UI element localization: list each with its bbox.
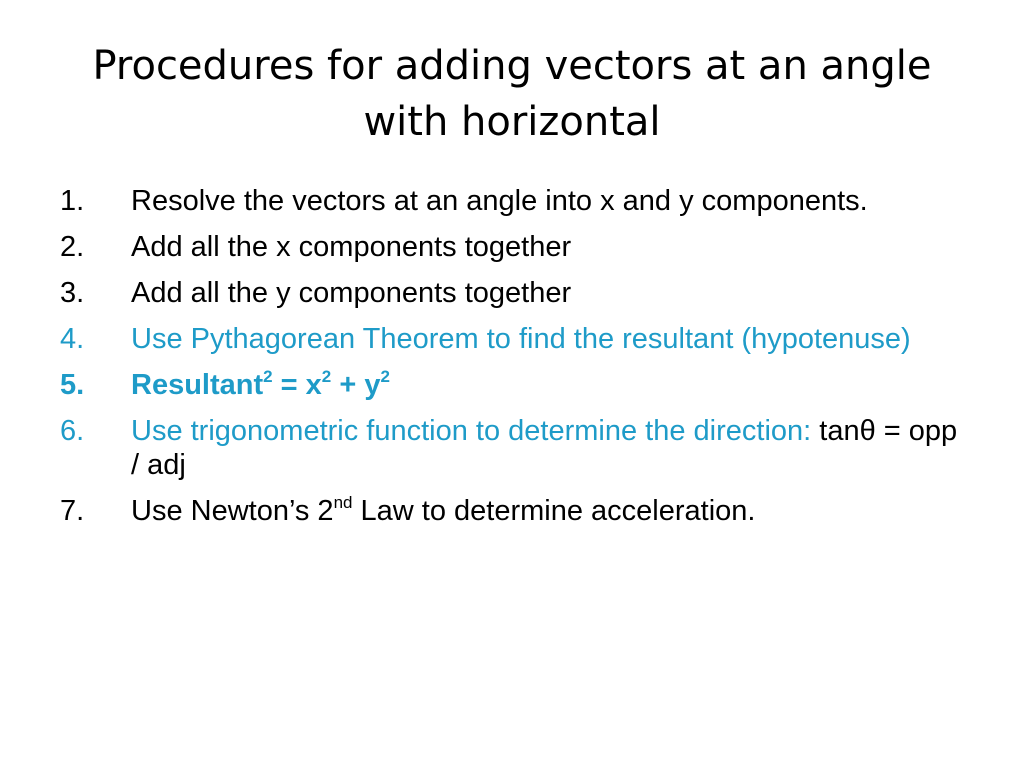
list-item-7: [60, 494, 960, 528]
list-item-2: [60, 230, 960, 264]
list-item-4: [60, 322, 960, 356]
item-text: Use trigonometric function to determine the direction:: [131, 415, 820, 447]
item-text: Add all the x components together: [131, 231, 572, 263]
title-line-1: Procedures for adding vectors at an angle: [92, 43, 932, 89]
procedure-list: [60, 184, 960, 540]
item-number: 6.: [60, 415, 85, 447]
item-text: Add all the y components together: [131, 277, 572, 309]
list-item-3: [60, 276, 960, 310]
list-item-5: [60, 368, 960, 402]
resultant-word: Resultant: [131, 369, 264, 401]
resultant-formula: [131, 369, 390, 401]
equals-x: = x: [272, 369, 322, 401]
list-item-6: [60, 414, 960, 482]
item-number: 2.: [60, 231, 85, 263]
ordinal-suffix: nd: [333, 493, 353, 512]
list-item-1: [60, 184, 960, 218]
item-text: Resolve the vectors at an angle into x and y components.: [131, 185, 868, 217]
item-text: Use Pythagorean Theorem to find the resultant (hypotenuse): [131, 323, 911, 355]
title-line-2: with horizontal: [363, 99, 661, 145]
exponent: 2: [263, 367, 273, 386]
slide-title: [60, 38, 964, 150]
item-number: 1.: [60, 185, 85, 217]
item-number: 3.: [60, 277, 85, 309]
item-text: [131, 495, 755, 527]
item-number: 4.: [60, 323, 85, 355]
item-number: 5.: [60, 369, 85, 401]
text-after: Law to determine acceleration.: [352, 495, 756, 527]
item-number: 7.: [60, 495, 85, 527]
plus-y: + y: [331, 369, 381, 401]
text-before: Use Newton’s 2: [131, 495, 334, 527]
exponent: 2: [380, 367, 390, 386]
exponent: 2: [321, 367, 332, 386]
tangent-formula: tanθ = opp / adj: [131, 415, 958, 481]
